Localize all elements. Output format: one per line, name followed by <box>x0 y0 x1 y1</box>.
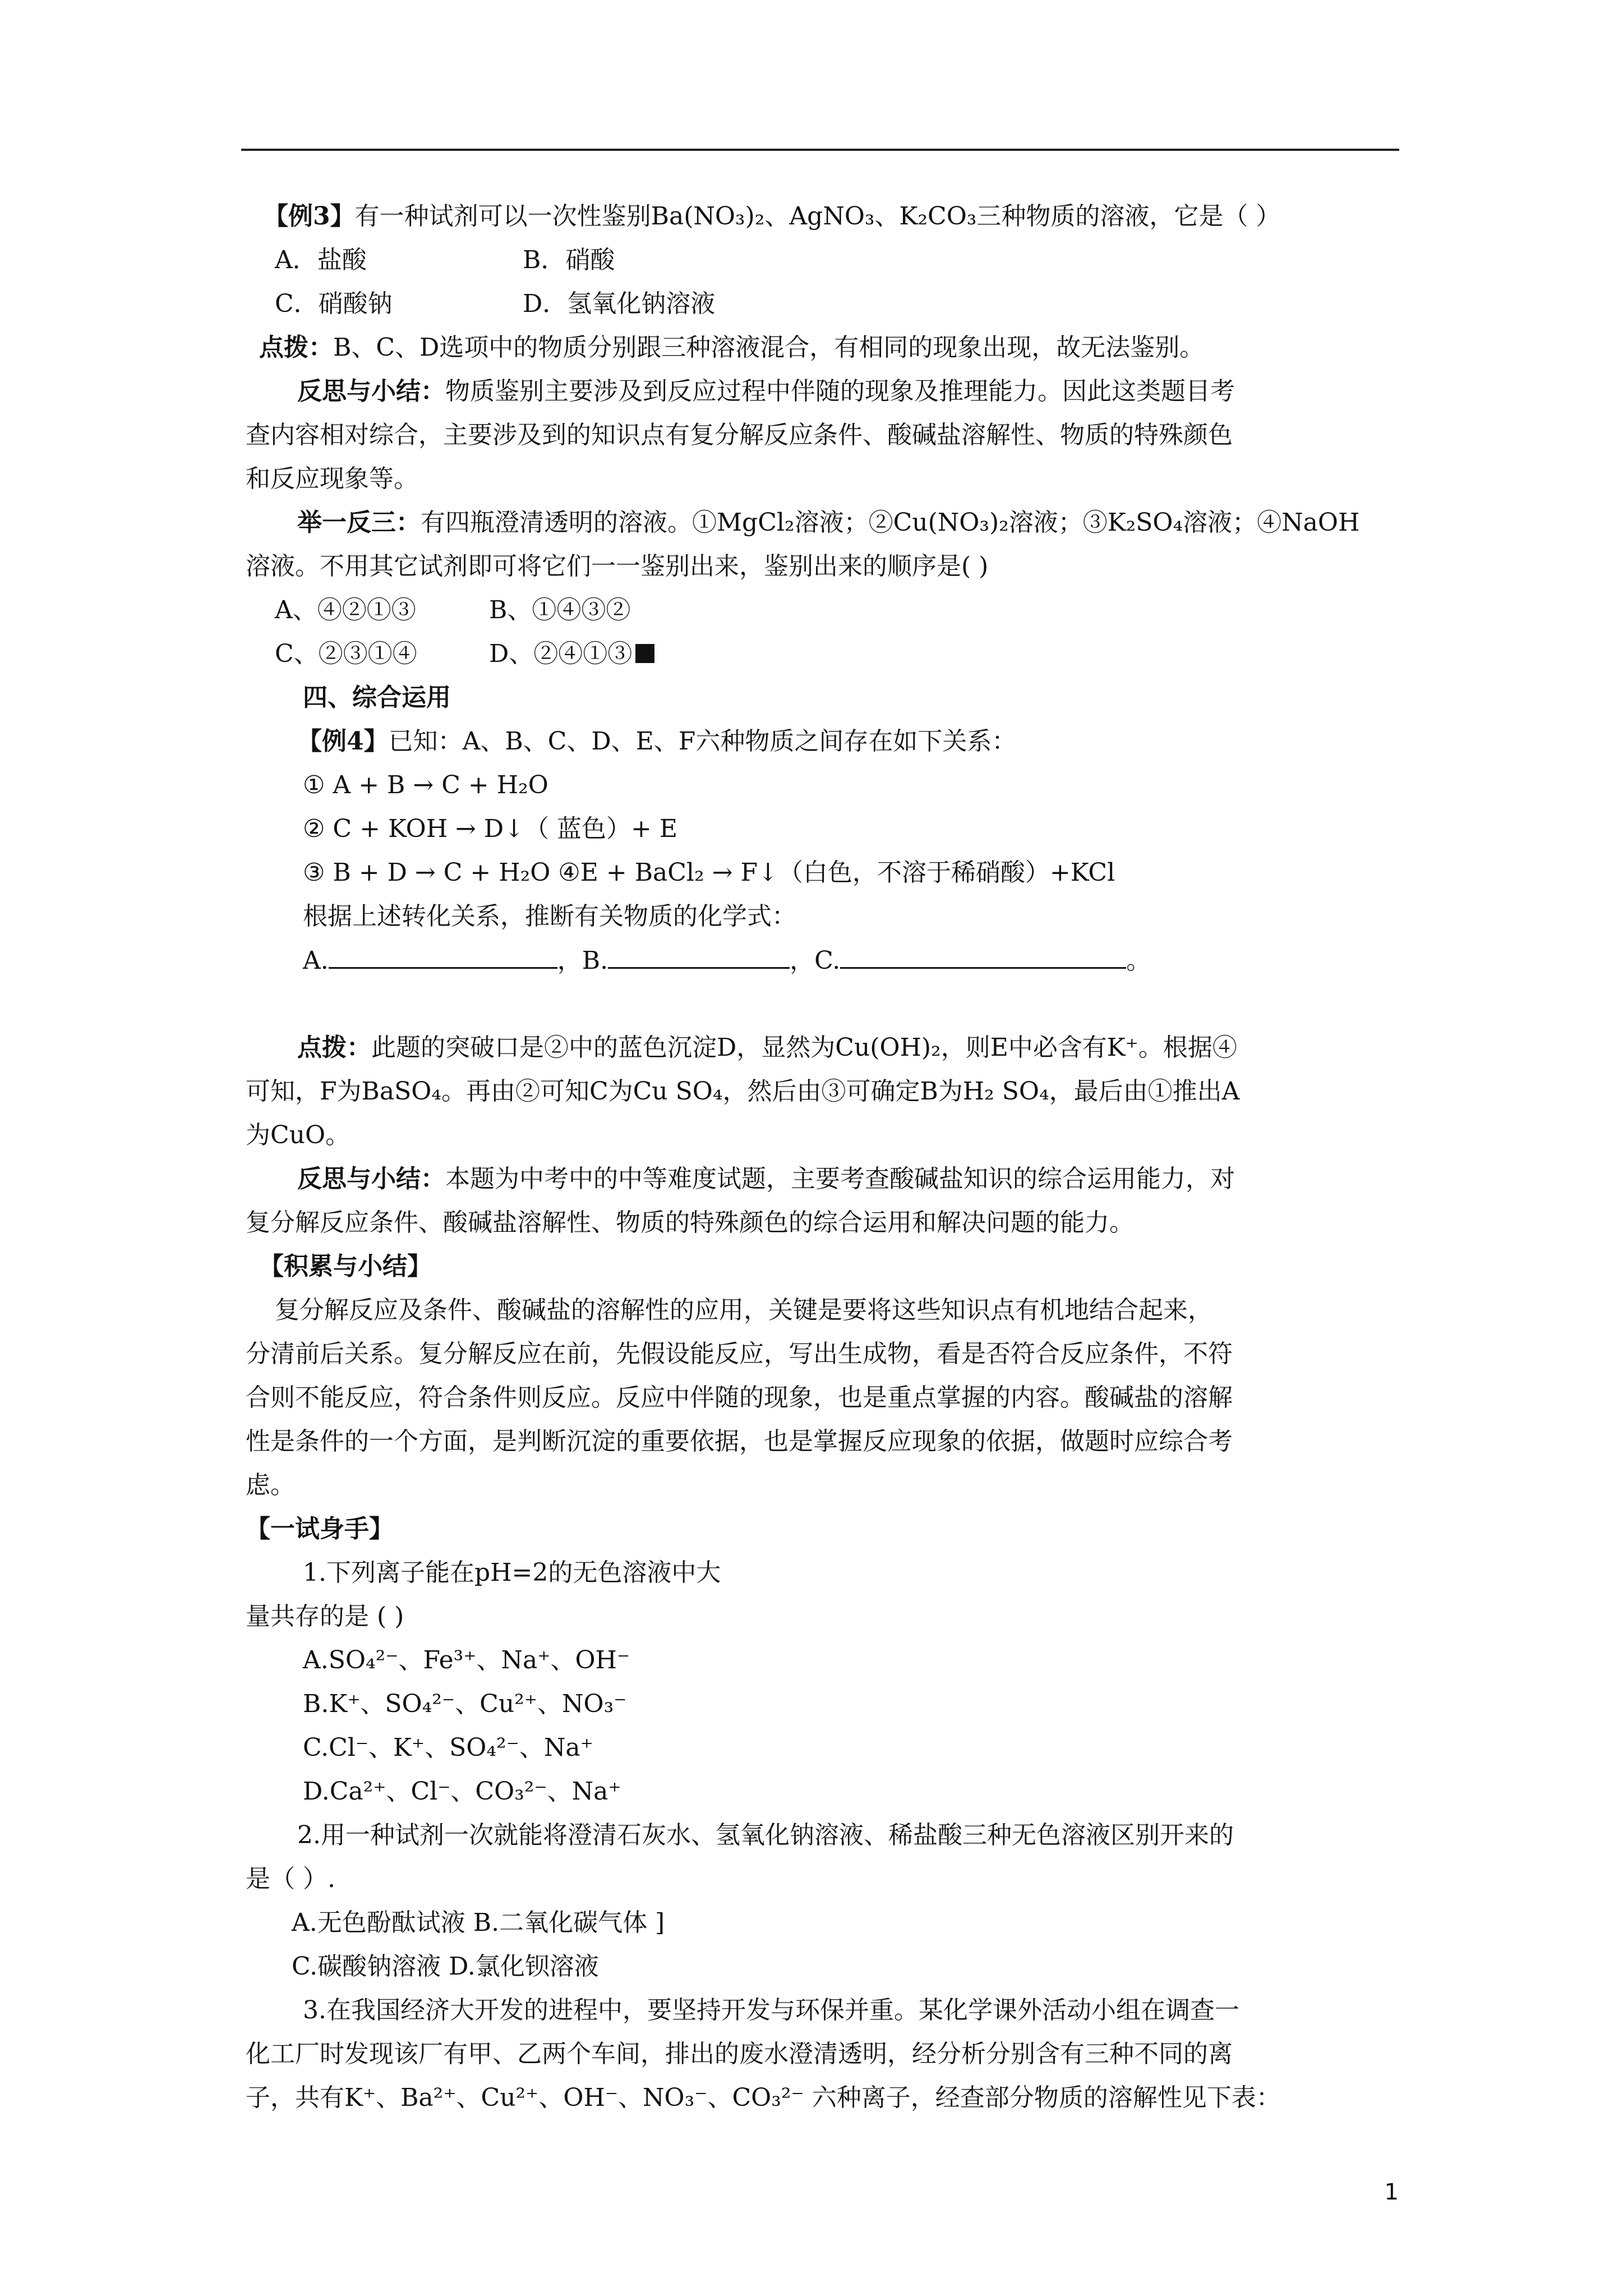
section4-title: 四、综合运用 <box>303 683 451 712</box>
accumulation-line-3: 合则不能反应，符合条件则反应。反应中伴随的现象，也是重点掌握的内容。酸碱盐的溶解 <box>246 1383 1233 1412</box>
accumulation-line-5: 虑。 <box>246 1471 295 1499</box>
accumulation-line-4: 性是条件的一个方面，是判断沉淀的重要依据，也是掌握反应现象的依据，做题时应综合考 <box>246 1427 1233 1456</box>
reaction-3-4: ③ B + D → C + H₂O ④E + BaCl₂ → F↓（白色，不溶于稀硝酸）+KCl <box>303 858 1115 887</box>
question1-option-a: A.SO₄²⁻、Fe³⁺、Na⁺、OH⁻ <box>303 1646 630 1674</box>
example3-summary-text-1: 物质鉴别主要涉及到反应过程中伴随的现象及推理能力。因此这类题目考 <box>445 377 1235 406</box>
question1-option-d: D.Ca²⁺、Cl⁻、CO₃²⁻、Na⁺ <box>303 1777 621 1806</box>
practice-option-b: B、①④③② <box>489 596 631 624</box>
question3-line-1: 3.在我国经济大开发的进程中，要坚持开发与环保并重。某化学课外活动小组在调查一 <box>303 1996 1239 2024</box>
example4-summary-line-2: 复分解反应条件、酸碱盐溶解性、物质的特殊颜色的综合运用和解决问题的能力。 <box>246 1208 1134 1237</box>
example3-hint-text: B、C、D选项中的物质分别跟三种溶液混合，有相同的现象出现，故无法鉴别。 <box>333 333 1205 362</box>
example3-option-c: C．硝酸钠 <box>275 289 393 318</box>
question1-option-c: C.Cl⁻、K⁺、SO₄²⁻、Na⁺ <box>303 1733 593 1762</box>
accumulation-title: 【积累与小结】 <box>259 1252 432 1281</box>
answer-blank-a[interactable] <box>329 945 557 969</box>
example3-summary-line-3: 和反应现象等。 <box>246 464 418 493</box>
question2-options-cd: C.碳酸钠溶液 D.氯化钡溶液 <box>292 1952 599 1981</box>
example3-option-d: D．氢氧化钠溶液 <box>523 289 716 318</box>
example4-hint-line-3: 为CuO。 <box>246 1121 351 1149</box>
practice-label: 举一反三： <box>297 508 421 537</box>
trial-title: 【一试身手】 <box>246 1515 394 1543</box>
answer-blank-c[interactable] <box>840 945 1126 969</box>
example3-summary-label: 反思与小结： <box>297 377 445 406</box>
example4-prompt: 根据上述转化关系，推断有关物质的化学式： <box>303 902 796 931</box>
practice-option-d-text: D、②④①③ <box>489 639 633 668</box>
example4-line <box>297 726 1016 757</box>
example4-hint-line-1 <box>297 1032 1237 1064</box>
practice-text-1: 有四瓶澄清透明的溶液。①MgCl₂溶液；②Cu(NO₃)₂溶液；③K₂SO₄溶液；④NaOH <box>421 508 1360 537</box>
example4-summary-text-1: 本题为中考中的中等难度试题，主要考查酸碱盐知识的综合运用能力，对 <box>445 1165 1235 1193</box>
header-rule <box>241 149 1399 151</box>
question2-line-1: 2.用一种试剂一次就能将澄清石灰水、氢氧化钠溶液、稀盐酸三种无色溶液区别开来的 <box>297 1821 1234 1849</box>
practice-line-1 <box>297 507 1359 539</box>
example4-question: 已知：A、B、C、D、E、F六种物质之间存在如下关系： <box>388 727 1017 756</box>
fill-c-label: ，C. <box>790 946 841 975</box>
example4-label: 【例4】 <box>297 727 389 756</box>
example3-label: 【例3】 <box>264 202 355 231</box>
reaction-1: ① A + B → C + H₂O <box>303 771 548 799</box>
example4-summary-line-1 <box>297 1163 1235 1195</box>
example3-option-b: B．硝酸 <box>523 246 615 274</box>
example3-hint <box>259 332 1204 364</box>
example3-line <box>264 201 1280 232</box>
example4-fill-line <box>303 945 1151 977</box>
fill-end: 。 <box>1126 946 1151 975</box>
example4-hint-line-2: 可知，F为BaSO₄。再由②可知C为Cu SO₄，然后由③可确定B为H₂ SO₄，最后由①推出A <box>246 1077 1240 1106</box>
question2-options-ab: A.无色酚酞试液 B.二氧化碳气体 ] <box>292 1908 665 1937</box>
practice-option-d <box>489 638 654 670</box>
example3-summary-line-1 <box>297 376 1235 407</box>
question3-line-2: 化工厂时发现该厂有甲、乙两个车间，排出的废水澄清透明，经分析分别含有三种不同的离 <box>246 2040 1233 2068</box>
example3-hint-label: 点拨： <box>259 333 333 362</box>
question3-line-3: 子，共有K⁺、Ba²⁺、Cu²⁺、OH⁻、NO₃⁻、CO₃²⁻ 六种离子，经查部分物质的溶解性见下表： <box>246 2083 1281 2112</box>
answer-blank-b[interactable] <box>608 945 790 969</box>
practice-option-c: C、②③①④ <box>275 639 417 668</box>
example4-hint-text-1: 此题的突破口是②中的蓝色沉淀D，显然为Cu(OH)₂，则E中必含有K⁺。根据④ <box>371 1033 1237 1062</box>
question1-option-b: B.K⁺、SO₄²⁻、Cu²⁺、NO₃⁻ <box>303 1690 627 1718</box>
question1-line-2: 量共存的是 ( ) <box>246 1602 404 1631</box>
question1-line-1: 1.下列离子能在pH=2的无色溶液中大 <box>303 1558 721 1587</box>
example3-option-a: A．盐酸 <box>275 246 367 274</box>
practice-option-a: A、④②①③ <box>275 596 416 624</box>
black-square-icon <box>635 644 654 663</box>
question2-line-2: 是（ ）. <box>246 1865 335 1893</box>
accumulation-line-2: 分清前后关系。复分解反应在前，先假设能反应，写出生成物，看是否符合反应条件，不符 <box>246 1340 1233 1368</box>
example3-question: 有一种试剂可以一次性鉴别Ba(NO₃)₂、AgNO₃、K₂CO₃三种物质的溶液，它是（ ） <box>354 202 1281 231</box>
reaction-2: ② C + KOH → D↓（ 蓝色）+ E <box>303 815 678 843</box>
fill-b-label: ，B. <box>557 946 608 975</box>
example4-hint-label: 点拨： <box>297 1033 371 1062</box>
practice-line-2: 溶液。不用其它试剂即可将它们一一鉴别出来，鉴别出来的顺序是( ) <box>246 552 989 581</box>
fill-a-label: A. <box>303 946 329 975</box>
page-number: 1 <box>1384 2179 1399 2205</box>
example4-summary-label: 反思与小结： <box>297 1165 445 1193</box>
example3-summary-line-2: 查内容相对综合，主要涉及到的知识点有复分解反应条件、酸碱盐溶解性、物质的特殊颜色 <box>246 421 1233 449</box>
accumulation-line-1: 复分解反应及条件、酸碱盐的溶解性的应用，关键是要将这些知识点有机地结合起来， <box>275 1296 1212 1324</box>
